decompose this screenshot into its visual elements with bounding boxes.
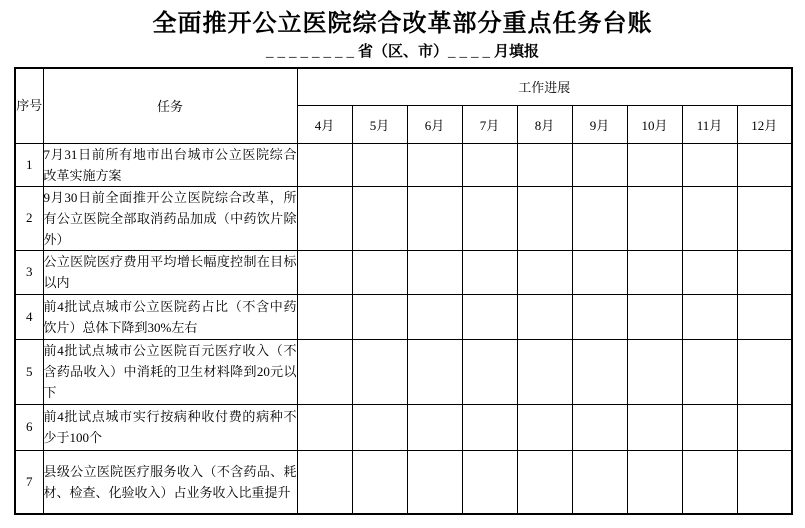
task-cell: 7月31日前所有地市出台城市公立医院综合改革实施方案 xyxy=(43,143,297,186)
progress-cell xyxy=(462,250,517,294)
report-month-blank-line: ____ xyxy=(448,44,494,60)
progress-cell xyxy=(627,186,682,250)
progress-cell xyxy=(297,250,352,294)
progress-cell xyxy=(517,250,572,294)
progress-cell xyxy=(407,404,462,450)
table-row-7 xyxy=(15,450,792,514)
report-month-label: 月填报 xyxy=(494,44,540,60)
task-cell: 前4批试点城市公立医院百元医疗收入（不含药品收入）中消耗的卫生材料降到20元以下 xyxy=(43,339,297,404)
progress-cell xyxy=(682,339,737,404)
row-index: 2 xyxy=(15,186,43,250)
header-index: 序号 xyxy=(15,68,43,143)
progress-cell xyxy=(627,339,682,404)
row-index: 1 xyxy=(15,143,43,186)
document-subtitle xyxy=(0,42,805,62)
header-month-12: 12月 xyxy=(737,105,792,143)
table-row-1 xyxy=(15,143,792,186)
row-index: 3 xyxy=(15,250,43,294)
header-month-5: 5月 xyxy=(352,105,407,143)
row-index: 6 xyxy=(15,404,43,450)
progress-cell xyxy=(517,404,572,450)
progress-cell xyxy=(737,143,792,186)
task-cell: 前4批试点城市实行按病种收付费的病种不少于100个 xyxy=(43,404,297,450)
table-row-6 xyxy=(15,404,792,450)
progress-cell xyxy=(517,450,572,514)
progress-cell xyxy=(407,450,462,514)
progress-cell xyxy=(572,143,627,186)
progress-cell xyxy=(462,404,517,450)
header-month-6: 6月 xyxy=(407,105,462,143)
progress-cell xyxy=(627,450,682,514)
progress-cell xyxy=(572,404,627,450)
progress-cell xyxy=(572,186,627,250)
progress-cell xyxy=(517,294,572,339)
progress-cell xyxy=(352,186,407,250)
progress-cell xyxy=(297,404,352,450)
progress-cell xyxy=(352,250,407,294)
progress-cell xyxy=(737,450,792,514)
progress-cell xyxy=(517,186,572,250)
progress-cell xyxy=(517,143,572,186)
progress-cell xyxy=(462,339,517,404)
progress-cell xyxy=(627,250,682,294)
progress-cell xyxy=(462,294,517,339)
progress-cell xyxy=(297,339,352,404)
progress-cell xyxy=(627,143,682,186)
progress-cell xyxy=(627,404,682,450)
progress-cell xyxy=(352,143,407,186)
progress-cell xyxy=(407,294,462,339)
progress-cell xyxy=(297,143,352,186)
document-title: 全面推开公立医院综合改革部分重点任务台账 xyxy=(152,11,653,37)
progress-cell xyxy=(407,143,462,186)
row-index: 7 xyxy=(15,450,43,514)
progress-cell xyxy=(572,250,627,294)
progress-cell xyxy=(572,450,627,514)
progress-cell xyxy=(352,339,407,404)
progress-cell xyxy=(737,186,792,250)
progress-cell xyxy=(737,404,792,450)
header-month-11: 11月 xyxy=(682,105,737,143)
progress-cell xyxy=(352,450,407,514)
progress-cell xyxy=(682,143,737,186)
header-month-9: 9月 xyxy=(572,105,627,143)
progress-cell xyxy=(517,339,572,404)
progress-cell xyxy=(682,450,737,514)
progress-cell xyxy=(297,186,352,250)
progress-cell xyxy=(682,186,737,250)
progress-cell xyxy=(462,450,517,514)
header-month-7: 7月 xyxy=(462,105,517,143)
header-month-4: 4月 xyxy=(297,105,352,143)
province-blank-line: ________ xyxy=(265,44,358,60)
progress-cell xyxy=(407,339,462,404)
progress-cell xyxy=(297,294,352,339)
province-label: 省（区、市） xyxy=(357,44,448,60)
progress-cell xyxy=(572,339,627,404)
header-task: 任务 xyxy=(43,68,297,143)
progress-cell xyxy=(462,186,517,250)
progress-cell xyxy=(682,294,737,339)
row-index: 5 xyxy=(15,339,43,404)
table-row-4 xyxy=(15,294,792,339)
task-ledger-table xyxy=(14,67,793,515)
progress-cell xyxy=(682,250,737,294)
table-row-3 xyxy=(15,250,792,294)
header-month-8: 8月 xyxy=(517,105,572,143)
progress-cell xyxy=(407,186,462,250)
progress-cell xyxy=(627,294,682,339)
progress-cell xyxy=(462,143,517,186)
task-cell: 前4批试点城市公立医院药占比（不含中药饮片）总体下降到30%左右 xyxy=(43,294,297,339)
header-row-top xyxy=(15,68,792,105)
progress-cell xyxy=(352,404,407,450)
table-row-5 xyxy=(15,339,792,404)
progress-cell xyxy=(572,294,627,339)
progress-cell xyxy=(737,339,792,404)
table-row-2 xyxy=(15,186,792,250)
progress-cell xyxy=(737,250,792,294)
row-index: 4 xyxy=(15,294,43,339)
header-progress: 工作进展 xyxy=(297,68,792,105)
task-cell: 9月30日前全面推开公立医院综合改革，所有公立医院全部取消药品加成（中药饮片除外） xyxy=(43,186,297,250)
header-month-10: 10月 xyxy=(627,105,682,143)
progress-cell xyxy=(297,450,352,514)
progress-cell xyxy=(407,250,462,294)
progress-cell xyxy=(682,404,737,450)
progress-cell xyxy=(352,294,407,339)
task-cell: 公立医院医疗费用平均增长幅度控制在目标以内 xyxy=(43,250,297,294)
task-cell: 县级公立医院医疗服务收入（不含药品、耗材、检查、化验收入）占业务收入比重提升 xyxy=(43,450,297,514)
progress-cell xyxy=(737,294,792,339)
